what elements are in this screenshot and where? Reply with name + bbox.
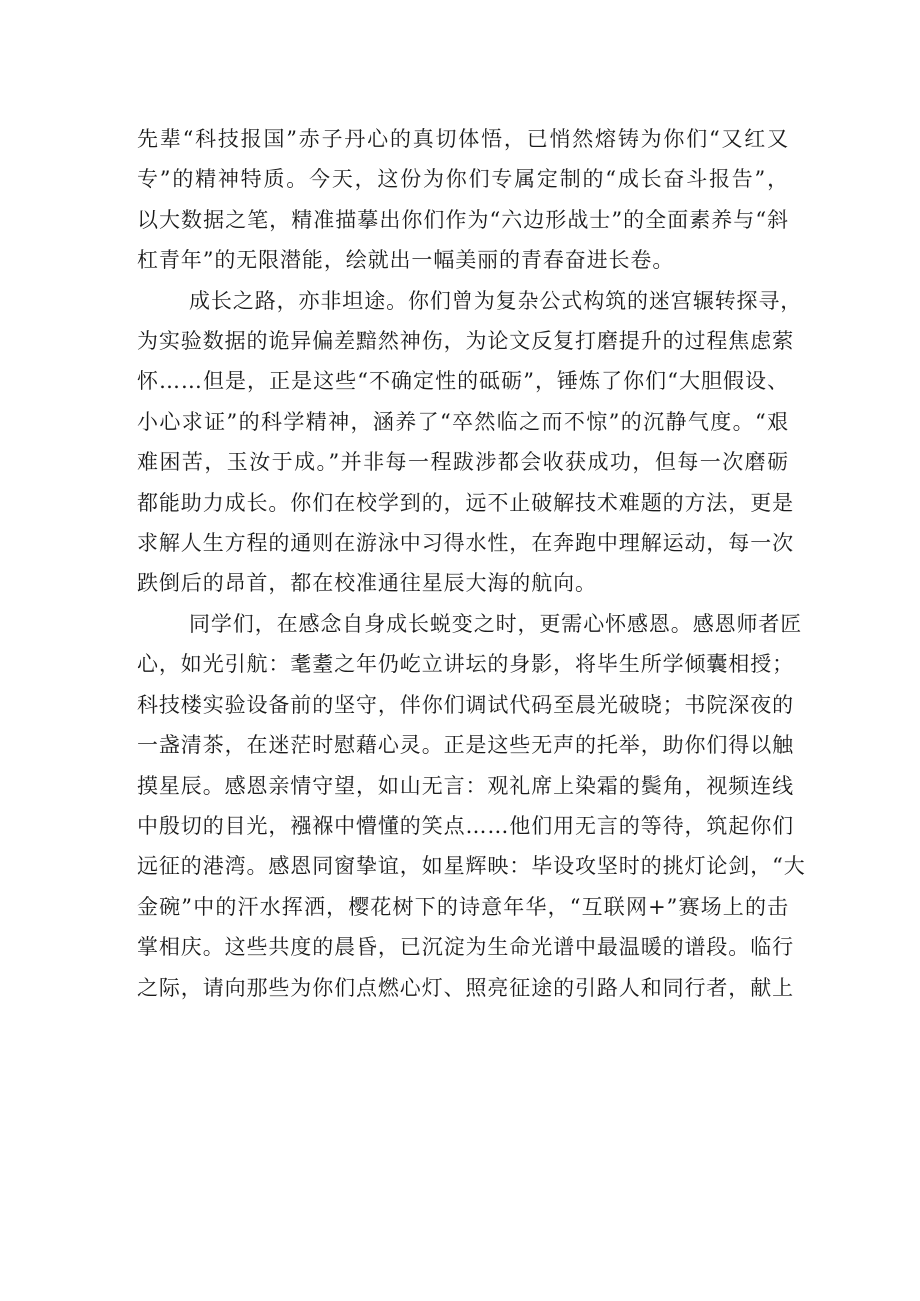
text-line: 一盏清茶，在迷茫时慰藉心灵。正是这些无声的托举，助你们得以触 bbox=[137, 733, 794, 758]
text-line: 先辈“科技报国”赤子丹心的真切体悟，已悄然熔铸为你们“又红又 bbox=[137, 127, 789, 151]
document-body bbox=[137, 119, 806, 1008]
text-line: 小心求证”的科学精神，涵养了“卒然临之而不惊”的沉静气度。“艰 bbox=[137, 409, 789, 434]
text-line: 都能助力成长。你们在校学到的，远不止破解技术难题的方法，更是 bbox=[137, 490, 794, 515]
text-line: 远征的港湾。感恩同窗挚谊，如星辉映：毕设攻坚时的挑灯论剑，“大 bbox=[137, 854, 806, 879]
text-line: 摸星辰。感恩亲情守望，如山无言：观礼席上染霜的鬓角，视频连线 bbox=[137, 773, 794, 798]
text-line: 怀……但是，正是这些“不确定性的砥砺”，锤炼了你们“大胆假设、 bbox=[137, 369, 789, 394]
text-line: 中殷切的目光，襁褓中懵懂的笑点……他们用无言的等待，筑起你们 bbox=[137, 813, 794, 838]
text-line: 心，如光引航：耄耋之年仍屹立讲坛的身影，将毕生所学倾囊相授； bbox=[137, 652, 794, 677]
text-line: 以大数据之笔，精准描摹出你们作为“六边形战士”的全面素养与“斜 bbox=[137, 207, 789, 232]
text-line: 金碗”中的汗水挥洒，樱花树下的诗意年华，“互联网+”赛场上的击 bbox=[137, 894, 789, 919]
paragraph-2 bbox=[137, 281, 803, 604]
paragraph-3 bbox=[137, 604, 806, 1008]
paragraph-1 bbox=[137, 119, 789, 281]
text-line: 难困苦，玉汝于成。”并非每一程跋涉都会收获成功，但每一次磨砺 bbox=[137, 450, 789, 475]
text-line: 为实验数据的诡异偏差黯然神伤，为论文反复打磨提升的过程焦虑萦 bbox=[137, 329, 794, 354]
text-line: 杠青年”的无限潜能，绘就出一幅美丽的青春奋进长卷。 bbox=[137, 248, 675, 273]
text-line: 跌倒后的昂首，都在校准通往星辰大海的航向。 bbox=[137, 571, 597, 596]
text-line: 专”的精神特质。今天，这份为你们专属定制的“成长奋斗报告”， bbox=[137, 167, 789, 192]
text-line: 同学们，在感念自身成长蜕变之时，更需心怀感恩。感恩师者匠 bbox=[189, 611, 803, 636]
text-line: 科技楼实验设备前的坚守，伴你们调试代码至晨光破晓；书院深夜的 bbox=[137, 692, 794, 717]
text-line: 成长之路，亦非坦途。你们曾为复杂公式构筑的迷宫辗转探寻， bbox=[189, 288, 803, 313]
text-line: 之际，请向那些为你们点燃心灯、照亮征途的引路人和同行者，献上 bbox=[137, 975, 794, 1000]
text-line: 掌相庆。这些共度的晨昏，已沉淀为生命光谱中最温暖的谱段。临行 bbox=[137, 935, 794, 960]
text-line: 求解人生方程的通则在游泳中习得水性，在奔跑中理解运动，每一次 bbox=[137, 531, 794, 556]
